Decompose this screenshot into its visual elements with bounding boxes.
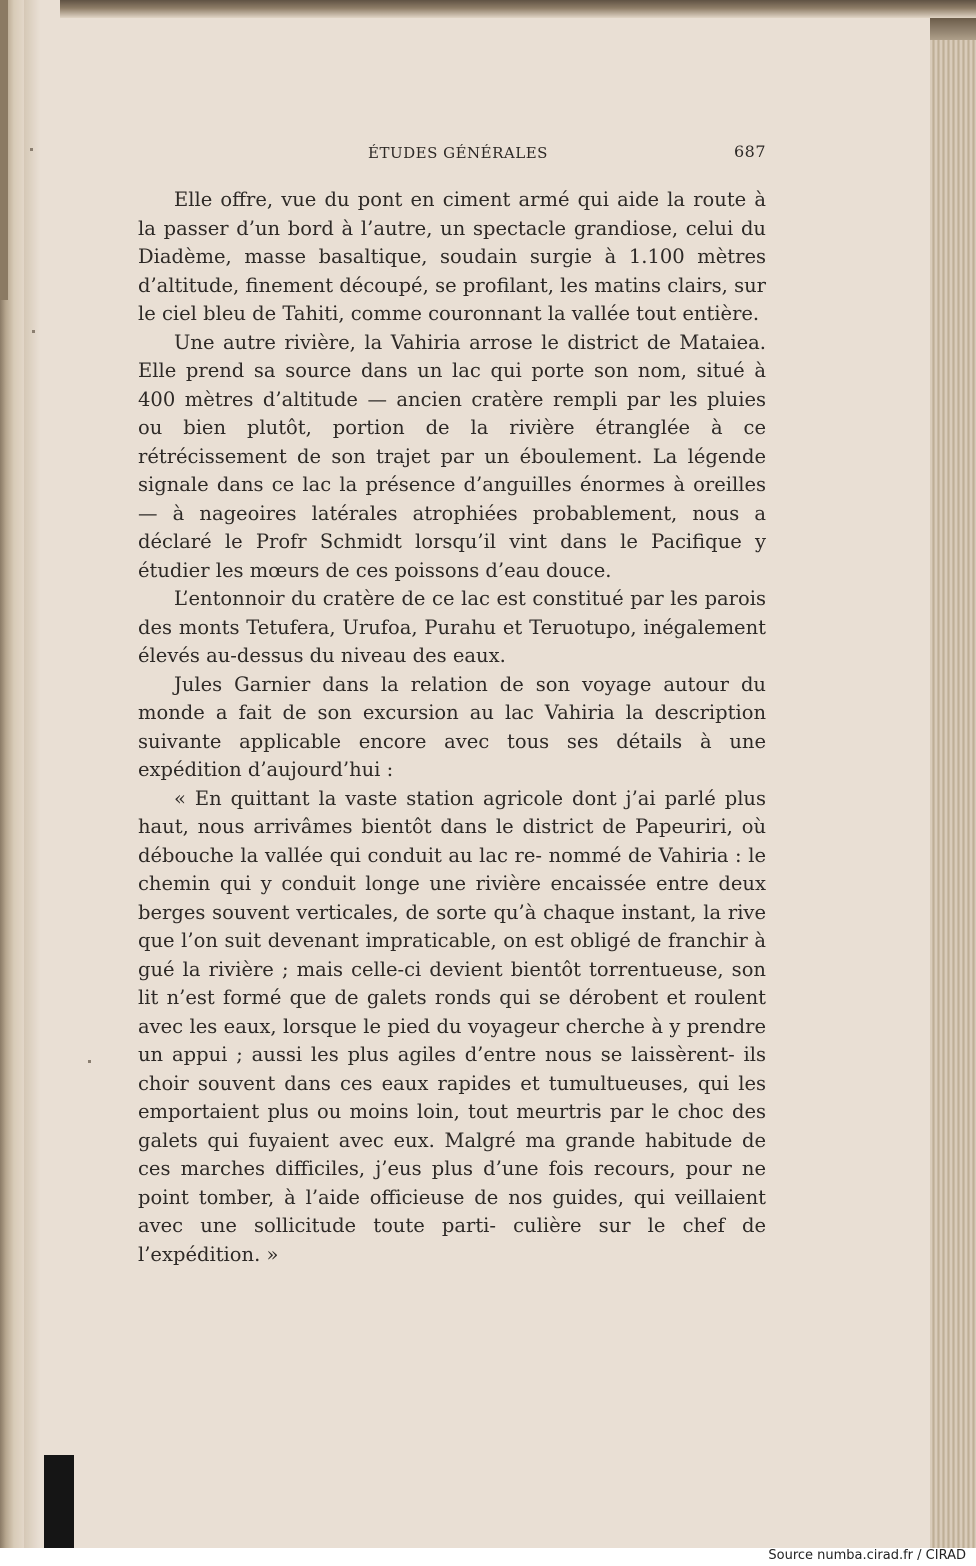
page-text-block [138,140,766,1269]
quotation-paragraph: « En quittant la vaste station agricole dont j’ai parlé plus haut, nous arrivâmes bientôt dans le district de Papeuriri, où débouche la vallée qui conduit au lac re- nommé de Vahiria : le chemin qui y conduit longe une rivière encaissée entre deux berges souvent verticales, de sorte qu’à chaque instant, la rive que l’on suit devenant impraticable, on est obligé de franchir à gué la rivière ; mais celle-ci devient bientôt torrentueuse, son lit n’est formé que de galets ronds qui se dérobent et roulent avec les eaux, lorsque le pied du voyageur cherche à y prendre un appui ; aussi les plus agiles d’entre nous se laissèrent- ils choir souvent dans ces eaux rapides et tumultueuses, qui les emportaient plus ou moins loin, tout meurtris par le choc des galets qui fuyaient avec eux. Malgré ma grande habitude de ces marches difficiles, j’eus plus d’une fois recours, pour ne point tomber, à l’aide officieuse de nos guides, qui veillaient avec une sollicitude toute parti- culière sur le chef de l’expédition. » [138,786,766,1266]
book-cover-edge [0,0,8,300]
margin-speck [30,148,33,151]
source-credit: Source numba.cirad.fr / CIRAD [768,1548,966,1563]
paragraph: Jules Garnier dans la relation de son voyage autour du monde a fait de son excursion au lac Vahiria la description suivante applicable encore avec tous ses détails à une expédition d’aujourd’hui : [138,672,766,781]
paragraph: L’entonnoir du cratère de ce lac est constitué par les parois des monts Tetufera, Urufoa, Purahu et Teruotupo, inégalement élevés au-dessus du niveau des eaux. [138,587,766,667]
margin-speck [32,330,35,333]
paragraph: Elle offre, vue du pont en ciment armé qui aide la route à la passer d’un bord à l’autre, un spectacle grandiose, celui du Diadème, masse basaltique, soudain surgie à 1.100 mètres d’altitude, finement découpé, se profilant, les matins clairs, sur le ciel bleu de Tahiti, comme couronnant la vallée tout entière. [138,188,766,325]
paragraph: Une autre rivière, la Vahiria arrose le district de Mataiea. Elle prend sa source dans un lac qui porte son nom, situé à 400 mètres d’altitude — ancien cratère rempli par les pluies ou bien plutôt, portion de la rivière étranglée à ce rétrécissement de son trajet par un éboulement. La légende signale dans ce lac la présence d’anguilles énormes à oreilles — à nageoires latérales atrophiées probablement, nous a déclaré le Profr Schmidt lorsqu’il vint dans le Pacifique y étudier les mœurs de ces poissons d’eau douce. [138,330,766,582]
spine-shadow [24,0,40,1548]
margin-speck [88,1060,91,1063]
running-header [138,140,766,168]
page-stack-edges [930,40,976,1548]
running-header-title: ÉTUDES GÉNÉRALES [368,144,548,162]
page-number: 687 [733,142,766,161]
page-top-edge [60,0,976,18]
binding-dark-strip [44,1455,74,1548]
